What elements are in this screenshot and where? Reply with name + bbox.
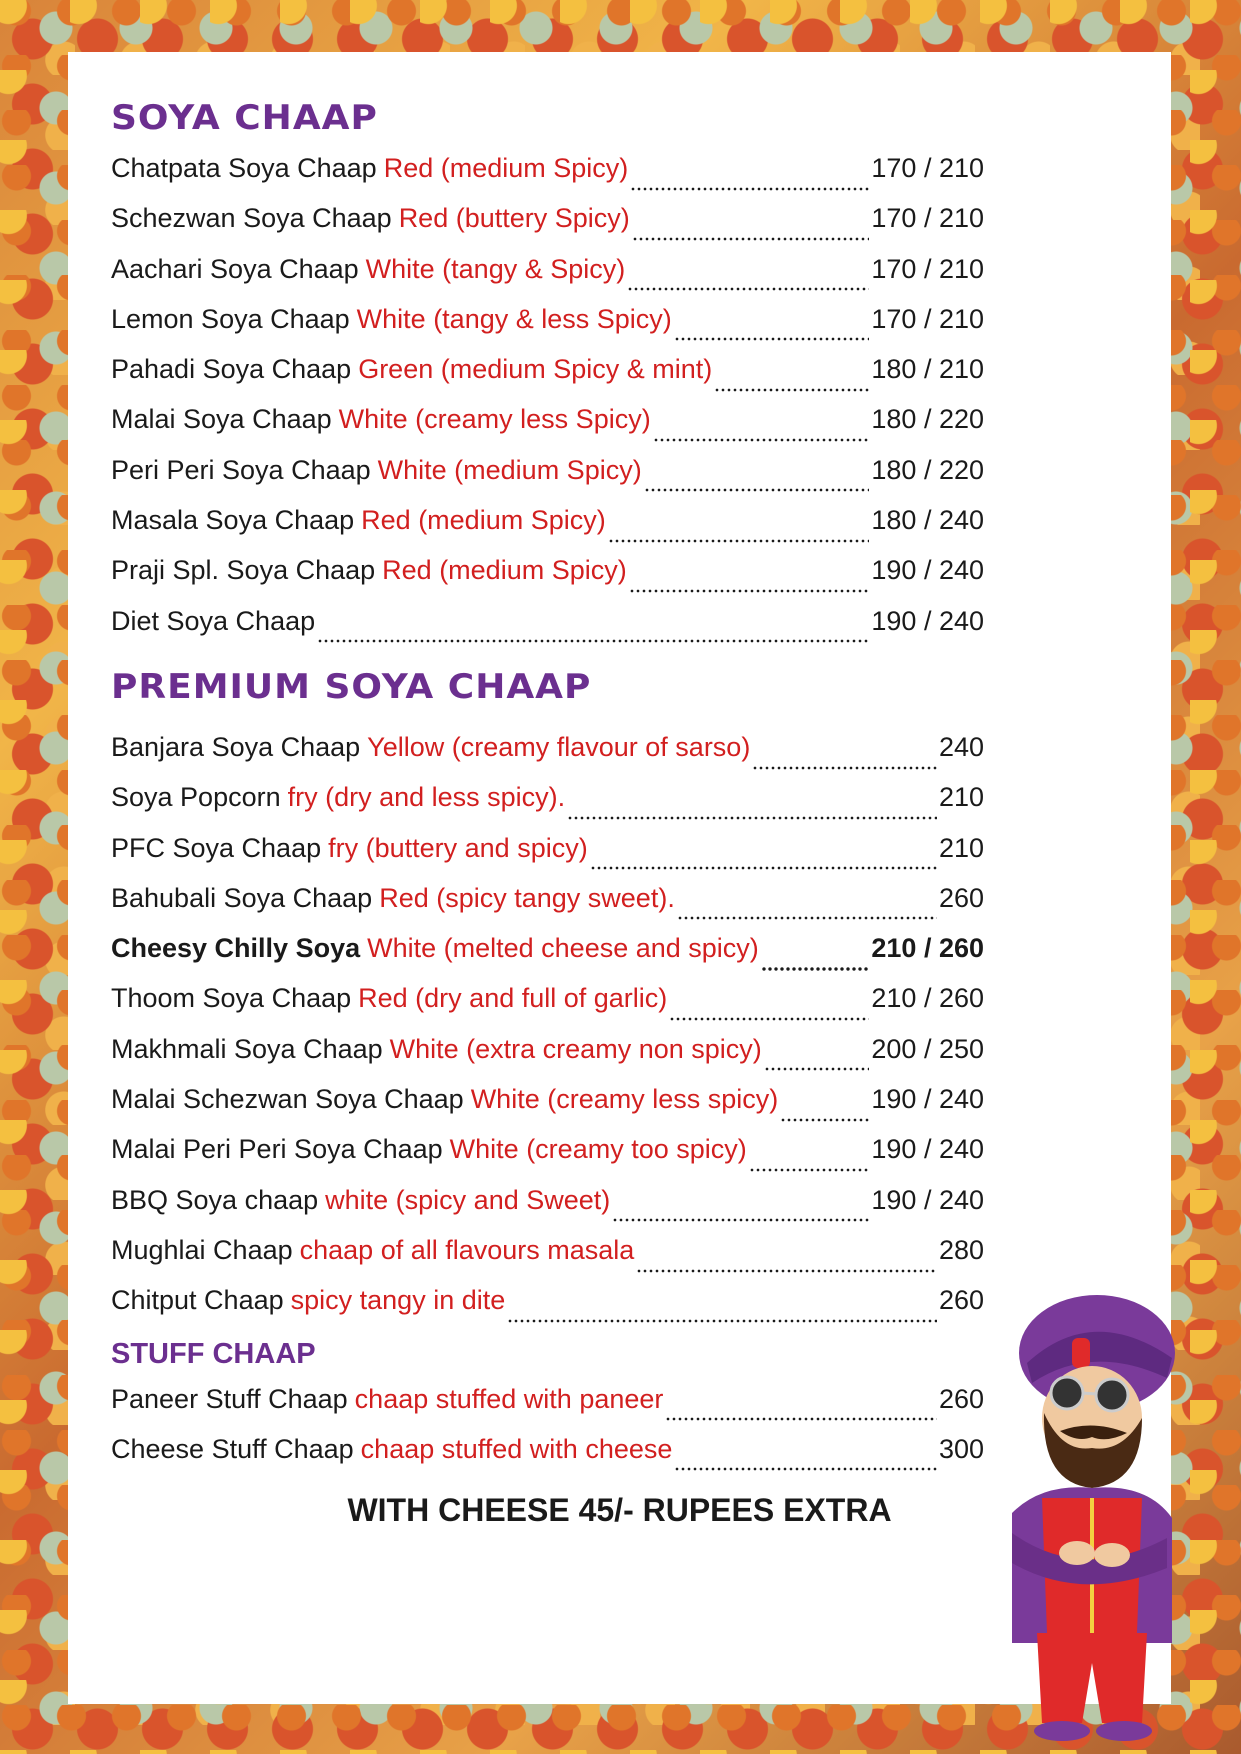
menu-item — [111, 203, 984, 253]
menu-item-name: Malai Schezwan Soya Chaap — [111, 1084, 464, 1115]
menu-item — [111, 1384, 984, 1434]
menu-item-name: BBQ Soya chaap — [111, 1184, 319, 1215]
menu-item-description: White (tangy & Spicy) — [365, 253, 626, 284]
sardar-mascot-icon — [982, 1283, 1182, 1753]
menu-item-description: spicy tangy in dite — [290, 1285, 506, 1316]
menu-item-price: 180 / 220 — [871, 404, 984, 435]
menu-item-description: Yellow (creamy flavour of sarso) — [367, 731, 751, 762]
menu-item-name: Aachari Soya Chaap — [111, 253, 359, 284]
dot-leader — [567, 801, 937, 823]
menu-item — [111, 354, 984, 404]
menu-item-name: Soya Popcorn — [111, 782, 281, 813]
menu-item — [111, 732, 984, 782]
dot-leader — [674, 1452, 937, 1474]
menu-item-price: 260 — [938, 1383, 984, 1414]
menu-list-soya-chaap — [111, 153, 984, 656]
dot-leader — [612, 1203, 869, 1225]
menu-item — [111, 404, 984, 454]
menu-item-name: Schezwan Soya Chaap — [111, 203, 392, 234]
menu-item-description: White (medium Spicy) — [377, 454, 642, 485]
dot-leader — [636, 1253, 937, 1275]
dot-leader — [653, 423, 870, 445]
menu-item — [111, 153, 984, 203]
menu-item-name: Thoom Soya Chaap — [111, 983, 352, 1014]
dot-leader — [632, 222, 870, 244]
menu-item — [111, 1134, 984, 1184]
menu-item-description: Red (spicy tangy sweet). — [379, 882, 675, 913]
menu-item-description: chaap of all flavours masala — [299, 1234, 635, 1265]
menu-item — [111, 1235, 984, 1285]
menu-item-description: Red (buttery Spicy) — [398, 203, 630, 234]
menu-item-price: 210 / 260 — [871, 933, 984, 964]
menu-item-price: 190 / 240 — [871, 1084, 984, 1115]
dot-leader — [780, 1102, 869, 1124]
menu-item-name: Paneer Stuff Chaap — [111, 1383, 348, 1414]
menu-item — [111, 1285, 984, 1335]
dot-leader — [749, 1153, 870, 1175]
menu-item-description: White (creamy less Spicy) — [338, 404, 651, 435]
menu-item-description: fry (buttery and spicy) — [328, 832, 588, 863]
menu-item-price: 170 / 210 — [871, 253, 984, 284]
menu-item — [111, 1084, 984, 1134]
menu-item-name: Makhmali Soya Chaap — [111, 1033, 383, 1064]
dot-leader — [630, 171, 869, 193]
menu-item-name: Masala Soya Chaap — [111, 505, 355, 536]
menu-item — [111, 304, 984, 354]
menu-item-description: White (tangy & less Spicy) — [356, 303, 672, 334]
dot-leader — [608, 523, 870, 545]
menu-item-price: 240 — [938, 731, 984, 762]
menu-item-price: 190 / 240 — [871, 1134, 984, 1165]
section-title-soya-chaap: SOYA CHAAP — [111, 98, 378, 138]
menu-item-name: Bahubali Soya Chaap — [111, 882, 373, 913]
menu-item-name: Mughlai Chaap — [111, 1234, 293, 1265]
menu-item — [111, 455, 984, 505]
menu-item-price: 300 — [938, 1433, 984, 1464]
menu-item-price: 180 / 240 — [871, 505, 984, 536]
menu-item — [111, 1034, 984, 1084]
menu-item — [111, 1185, 984, 1235]
menu-item-description: Red (medium Spicy) — [361, 505, 606, 536]
section-title-stuff-chaap: STUFF CHAAP — [111, 1337, 316, 1370]
dot-leader — [714, 372, 869, 394]
dot-leader — [590, 851, 937, 873]
menu-item-price: 210 — [938, 782, 984, 813]
menu-item-name: Cheese Stuff Chaap — [111, 1433, 354, 1464]
menu-item-price: 210 — [938, 832, 984, 863]
menu-item-description: White (melted cheese and spicy) — [367, 933, 759, 964]
menu-item-name: Chatpata Soya Chaap — [111, 153, 377, 183]
menu-item-price: 170 / 210 — [871, 203, 984, 234]
menu-item-price: 200 / 250 — [871, 1033, 984, 1064]
dot-leader — [627, 272, 869, 294]
menu-item-description: White (extra creamy non spicy) — [389, 1033, 762, 1064]
menu-item-name: Cheesy Chilly Soya — [111, 933, 361, 964]
menu-item — [111, 933, 984, 983]
menu-list-stuff-chaap — [111, 1384, 984, 1485]
cheese-extra-note: WITH CHEESE 45/- RUPEES EXTRA — [347, 1492, 892, 1528]
dot-leader — [317, 624, 869, 646]
dot-leader — [764, 1052, 870, 1074]
menu-item-price: 210 / 260 — [871, 983, 984, 1014]
menu-item-price: 180 / 210 — [871, 354, 984, 385]
menu-item-description: chaap stuffed with cheese — [360, 1433, 673, 1464]
menu-item-price: 170 / 210 — [871, 303, 984, 334]
menu-item-name: Peri Peri Soya Chaap — [111, 454, 371, 485]
dot-leader — [644, 473, 870, 495]
menu-content — [111, 97, 984, 1484]
menu-item-description: Red (medium Spicy) — [382, 555, 627, 586]
menu-item — [111, 505, 984, 555]
menu-item-price: 260 — [938, 1285, 984, 1316]
menu-item-price: 190 / 240 — [871, 605, 984, 636]
section-title-premium-soya-chaap: PREMIUM SOYA CHAAP — [111, 667, 592, 707]
menu-item-price: 190 / 240 — [871, 1184, 984, 1215]
menu-item-name: Chitput Chaap — [111, 1285, 284, 1316]
menu-item-description: Green (medium Spicy & mint) — [358, 354, 713, 385]
menu-item — [111, 555, 984, 605]
menu-item-price: 260 — [938, 882, 984, 913]
dot-leader — [752, 750, 937, 772]
menu-item — [111, 606, 984, 656]
menu-item-name: Banjara Soya Chaap — [111, 731, 361, 762]
menu-item-description: chaap stuffed with paneer — [354, 1383, 664, 1414]
menu-item-name: Diet Soya Chaap — [111, 605, 316, 636]
menu-item-description: Red (dry and full of garlic) — [358, 983, 668, 1014]
menu-list-premium-soya-chaap — [111, 732, 984, 1336]
dot-leader — [677, 901, 937, 923]
dot-leader — [507, 1304, 937, 1326]
menu-item-name: Lemon Soya Chaap — [111, 303, 350, 334]
menu-item-price: 180 / 220 — [871, 454, 984, 485]
menu-item-price: 280 — [938, 1234, 984, 1265]
dot-leader — [665, 1402, 937, 1424]
menu-item-price: 190 / 240 — [871, 555, 984, 586]
menu-item — [111, 254, 984, 304]
menu-item — [111, 782, 984, 832]
menu-item — [111, 1434, 984, 1484]
menu-item-description: White (creamy too spicy) — [449, 1134, 747, 1165]
dot-leader — [629, 574, 870, 596]
menu-item-description: White (creamy less spicy) — [470, 1084, 779, 1115]
dot-leader — [761, 951, 870, 973]
dot-leader — [669, 1002, 869, 1024]
menu-item-name: Praji Spl. Soya Chaap — [111, 555, 376, 586]
menu-item-description: Red (medium Spicy) — [383, 153, 629, 183]
menu-item — [111, 883, 984, 933]
menu-item-name: PFC Soya Chaap — [111, 832, 322, 863]
menu-item — [111, 833, 984, 883]
menu-item-description: fry (dry and less spicy). — [287, 782, 566, 813]
menu-item-description: white (spicy and Sweet) — [325, 1184, 611, 1215]
menu-item-name: Malai Soya Chaap — [111, 404, 332, 435]
dot-leader — [674, 322, 870, 344]
menu-item-name: Pahadi Soya Chaap — [111, 354, 352, 385]
menu-item-name: Malai Peri Peri Soya Chaap — [111, 1134, 443, 1165]
menu-item — [111, 983, 984, 1033]
menu-item-price: 170 / 210 — [871, 153, 984, 183]
